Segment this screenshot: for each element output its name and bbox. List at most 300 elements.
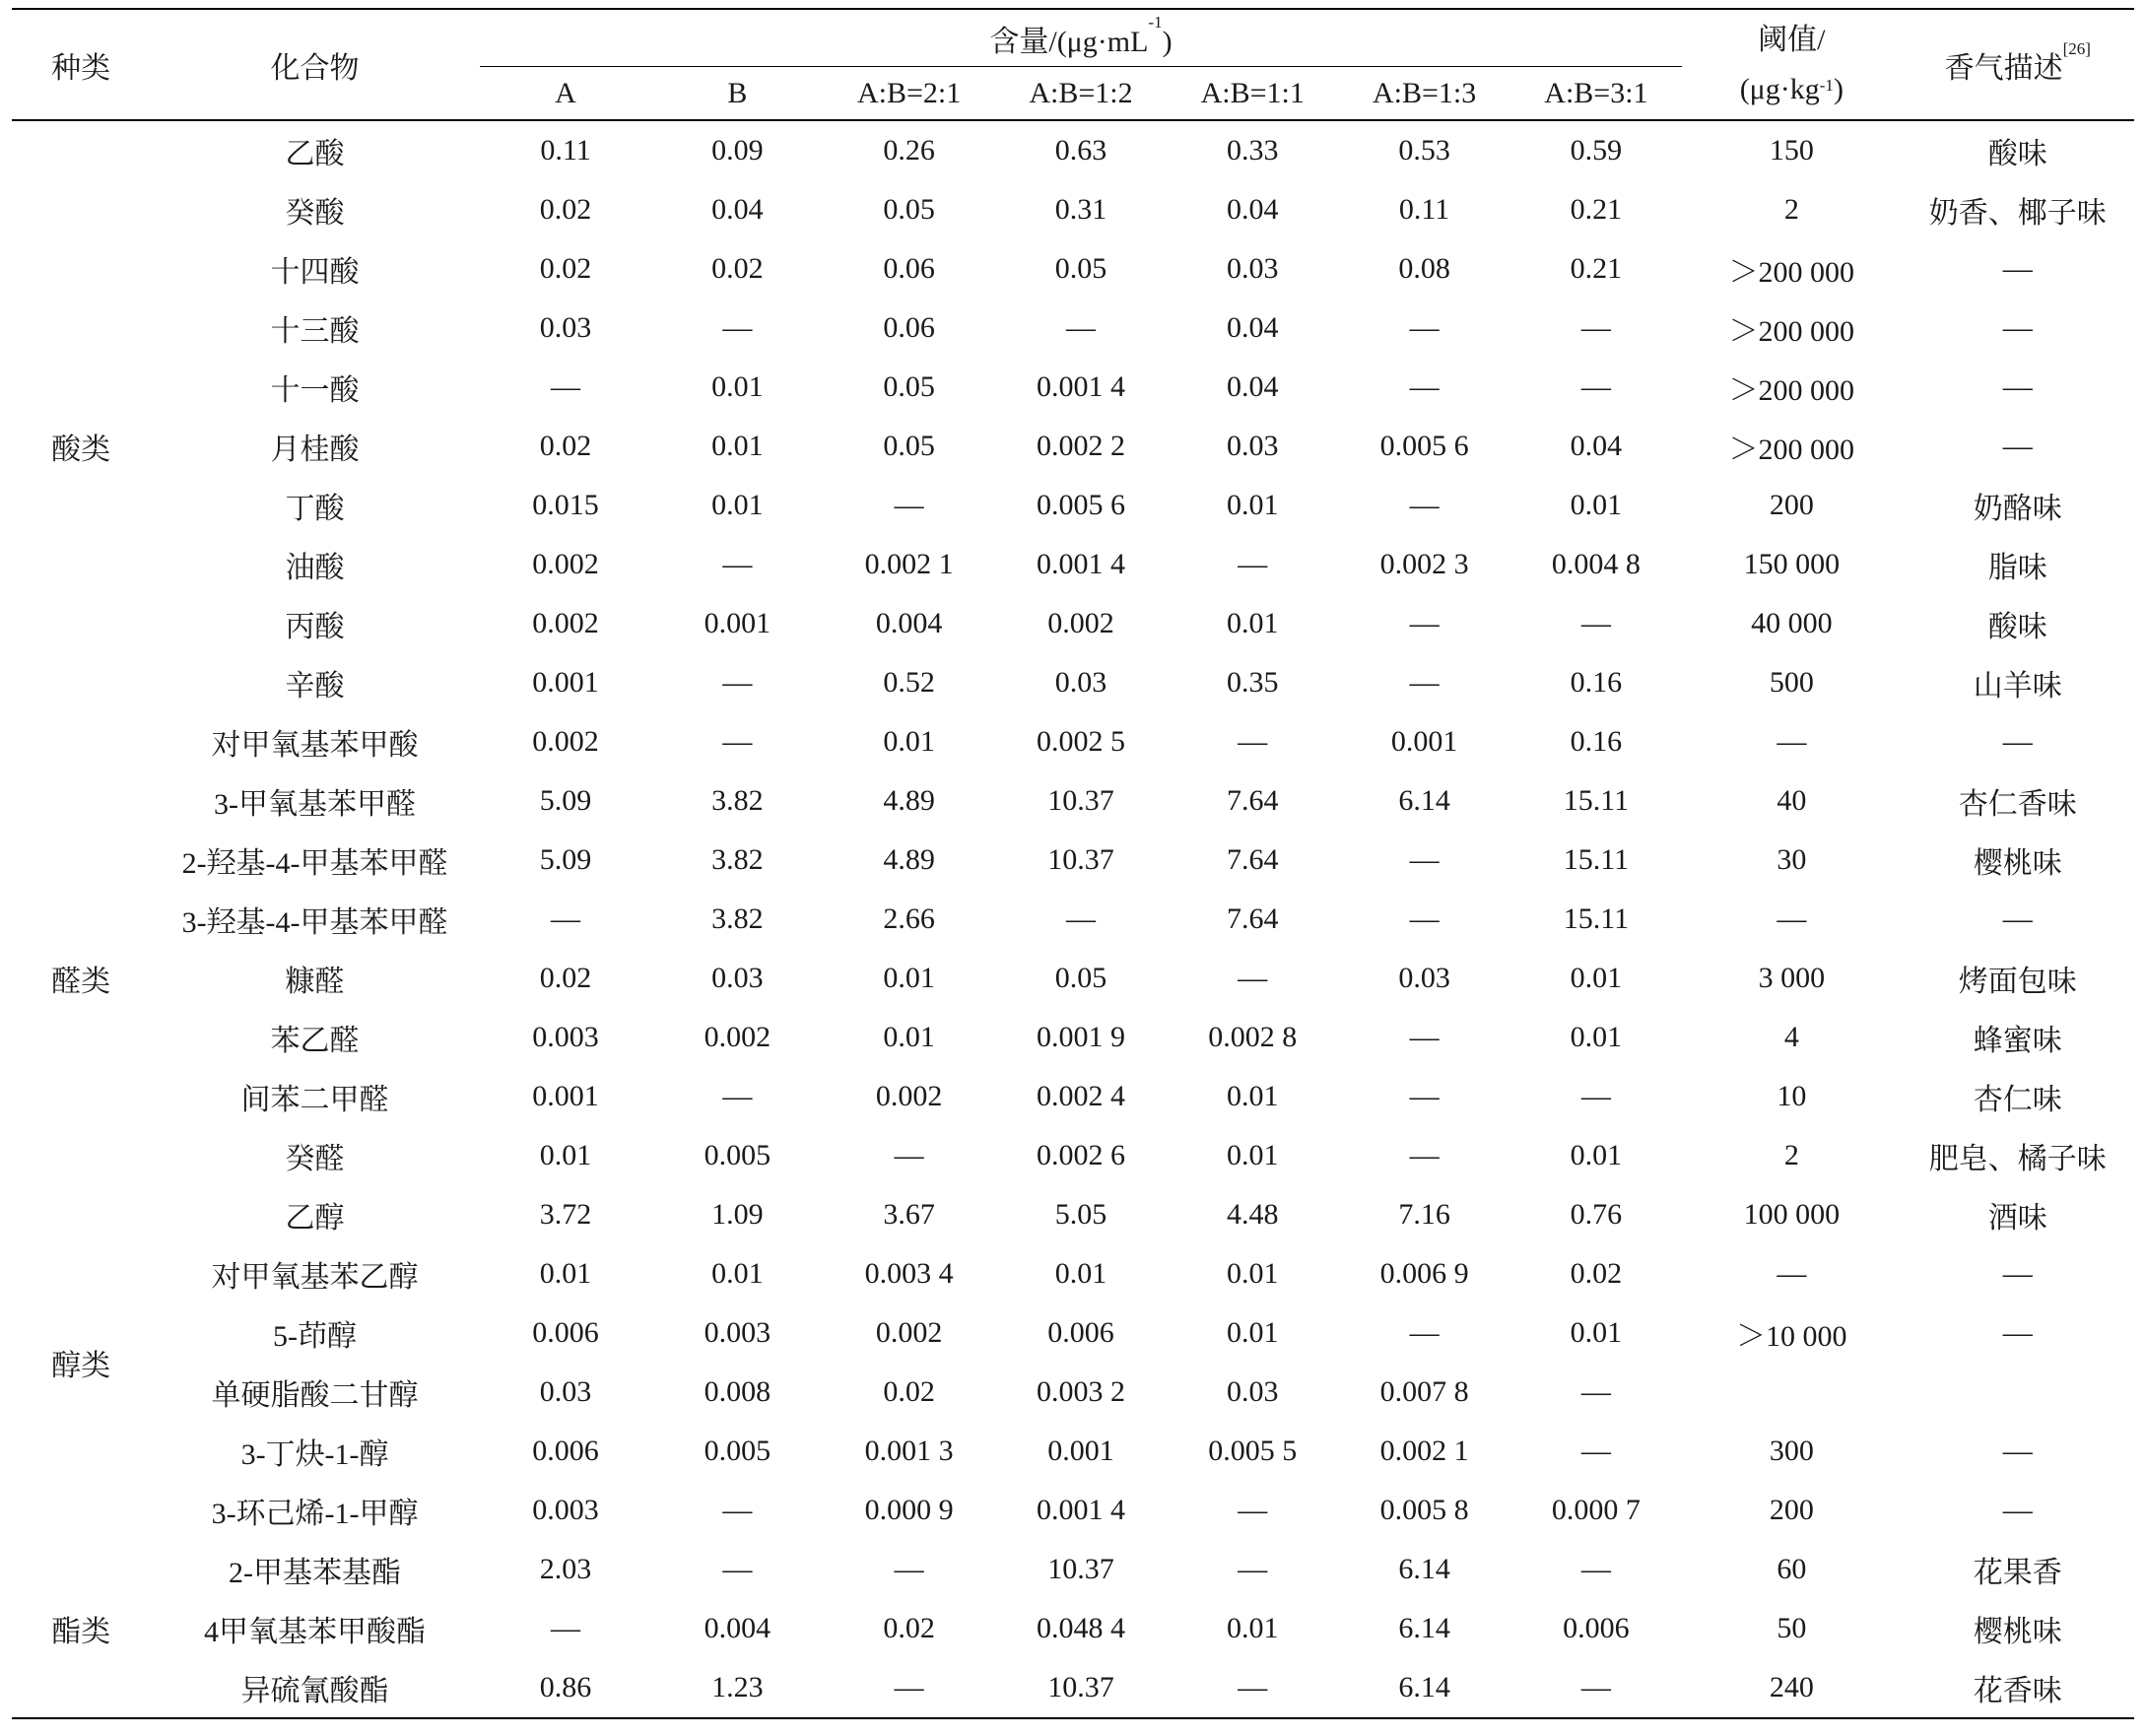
value-cell: 0.01 <box>1227 607 1279 639</box>
odor-cell: 烤面包味 <box>1958 966 2077 998</box>
value-cell: 3.82 <box>711 843 764 876</box>
odor-cell: 酸味 <box>1987 138 2047 170</box>
threshold-cell: 150 000 <box>1743 548 1841 580</box>
value-cell: 0.01 <box>1227 1257 1279 1290</box>
value-cell: — <box>722 725 753 758</box>
value-cell: 0.01 <box>883 962 935 994</box>
value-cell: 0.003 <box>532 1494 599 1526</box>
value-cell: 0.03 <box>1054 666 1107 699</box>
header-odor-text: 香气描述 <box>1944 51 2063 85</box>
table-row <box>12 594 2134 653</box>
value-cell: 0.35 <box>1227 666 1279 699</box>
header-sub-ratio-1-1: A:B=1:1 <box>1200 76 1305 109</box>
threshold-cell: ＞200 000 <box>1728 434 1855 466</box>
value-cell: — <box>894 489 924 521</box>
compound-cell: 油酸 <box>285 552 345 584</box>
odor-cell: — <box>2002 1435 2033 1467</box>
value-cell: 4.89 <box>883 843 935 876</box>
table-row <box>12 180 2134 239</box>
value-cell: 0.03 <box>1227 1375 1279 1408</box>
value-cell: — <box>1238 1494 1268 1526</box>
value-cell: 15.11 <box>1563 843 1630 876</box>
value-cell: 0.59 <box>1570 134 1623 167</box>
odor-cell: — <box>2002 430 2033 462</box>
compound-cell: 4甲氧基苯甲酸酯 <box>204 1616 427 1648</box>
table-row <box>12 1540 2134 1599</box>
odor-cell: 肥皂、橘子味 <box>1928 1143 2107 1175</box>
value-cell: — <box>1065 311 1096 344</box>
header-sub-ratio-1-2: A:B=1:2 <box>1029 76 1133 109</box>
value-cell: 0.16 <box>1570 666 1623 699</box>
compound-cell: 对甲氧基苯乙醇 <box>211 1261 419 1294</box>
threshold-cell: ＞200 000 <box>1728 315 1855 348</box>
value-cell: 10.37 <box>1047 1553 1114 1585</box>
value-cell: — <box>1238 962 1268 994</box>
header-sub-ratio-1-3: A:B=1:3 <box>1372 76 1477 109</box>
threshold-cell: — <box>1777 902 1807 935</box>
value-cell: 0.002 <box>704 1021 771 1053</box>
compound-cell: 癸酸 <box>285 197 345 230</box>
value-cell: 0.01 <box>1570 489 1623 521</box>
value-cell: 0.02 <box>1570 1257 1623 1290</box>
value-cell: — <box>1409 489 1440 521</box>
category-cell: 酸类 <box>51 434 111 466</box>
header-content-close: ) <box>1162 25 1173 58</box>
table-row <box>12 831 2134 890</box>
table-row <box>12 771 2134 831</box>
odor-cell: 杏仁味 <box>1973 1084 2062 1116</box>
value-cell: 0.003 4 <box>864 1257 954 1290</box>
volatile-compounds-table <box>12 8 2134 1719</box>
value-cell: 0.11 <box>1398 193 1450 226</box>
value-cell: 3.82 <box>711 784 764 817</box>
value-cell: 0.01 <box>711 430 764 462</box>
odor-cell: — <box>2002 311 2033 344</box>
value-cell: 0.02 <box>539 962 592 994</box>
table-row <box>12 1067 2134 1126</box>
value-cell: 0.001 3 <box>864 1435 954 1467</box>
value-cell: 0.005 5 <box>1208 1435 1298 1467</box>
header-category: 种类 <box>12 9 150 120</box>
threshold-cell: ＞200 000 <box>1728 374 1855 407</box>
table-row <box>12 535 2134 594</box>
value-cell: 0.02 <box>711 252 764 285</box>
threshold-cell: 200 <box>1769 1494 1814 1526</box>
table-row <box>12 1422 2134 1481</box>
odor-cell: — <box>2002 370 2033 403</box>
value-cell: 0.003 <box>704 1316 771 1349</box>
value-cell: 0.01 <box>1227 1139 1279 1171</box>
value-cell: 0.001 <box>532 1080 599 1112</box>
value-cell: 7.64 <box>1227 843 1279 876</box>
table-row <box>12 239 2134 299</box>
value-cell: 1.23 <box>711 1671 764 1703</box>
value-cell: 0.21 <box>1570 252 1623 285</box>
value-cell: 0.01 <box>1570 962 1623 994</box>
threshold-cell: — <box>1777 725 1807 758</box>
value-cell: — <box>1238 548 1268 580</box>
value-cell: 0.01 <box>539 1257 592 1290</box>
table-row <box>12 1244 2134 1303</box>
threshold-cell <box>1682 1363 1901 1422</box>
table-row <box>12 1185 2134 1244</box>
threshold-cell: 150 <box>1769 134 1814 167</box>
value-cell: — <box>1409 370 1440 403</box>
value-cell: 1.09 <box>711 1198 764 1231</box>
value-cell: 0.03 <box>1398 962 1450 994</box>
value-cell: — <box>894 1671 924 1703</box>
value-cell: 0.006 9 <box>1379 1257 1469 1290</box>
value-cell: — <box>1238 1553 1268 1585</box>
threshold-cell: 4 <box>1783 1021 1799 1053</box>
value-cell: 0.002 <box>875 1080 943 1112</box>
value-cell: 0.004 8 <box>1551 548 1641 580</box>
value-cell: 0.11 <box>540 134 591 167</box>
table-row <box>12 358 2134 417</box>
value-cell: — <box>722 548 753 580</box>
value-cell: — <box>1409 311 1440 344</box>
value-cell: — <box>722 1494 753 1526</box>
value-cell: 0.06 <box>883 252 935 285</box>
threshold-cell: 200 <box>1769 489 1814 521</box>
header-compound: 化合物 <box>150 9 480 120</box>
value-cell: 0.003 <box>532 1021 599 1053</box>
value-cell: 0.002 8 <box>1208 1021 1298 1053</box>
value-cell: 0.02 <box>539 193 592 226</box>
value-cell: 0.53 <box>1398 134 1450 167</box>
value-cell: 0.33 <box>1227 134 1279 167</box>
value-cell: 0.006 <box>1563 1612 1630 1644</box>
compound-cell: 2-羟基-4-甲基苯甲醛 <box>181 847 448 880</box>
threshold-cell: 300 <box>1769 1435 1814 1467</box>
header-threshold-close: ) <box>1833 72 1844 105</box>
category-cell: 醇类 <box>51 1350 111 1382</box>
value-cell: 0.002 <box>875 1316 943 1349</box>
value-cell: 0.06 <box>883 311 935 344</box>
value-cell: 0.16 <box>1570 725 1623 758</box>
table-row <box>12 417 2134 476</box>
value-cell: — <box>1580 370 1611 403</box>
table-row <box>12 712 2134 771</box>
value-cell: 0.002 <box>1047 607 1114 639</box>
table-row <box>12 120 2134 180</box>
header-threshold-line1: 阈值/ <box>1758 23 1826 56</box>
value-cell: 6.14 <box>1398 1553 1450 1585</box>
value-cell: 0.001 <box>704 607 771 639</box>
value-cell: 0.01 <box>711 1257 764 1290</box>
value-cell: — <box>894 1553 924 1585</box>
odor-cell: 奶香、椰子味 <box>1928 197 2107 230</box>
odor-cell: 酒味 <box>1987 1202 2047 1235</box>
value-cell: 0.21 <box>1570 193 1623 226</box>
value-cell: 10.37 <box>1047 1671 1114 1703</box>
value-cell: 0.001 <box>532 666 599 699</box>
value-cell: — <box>1409 666 1440 699</box>
value-cell: 0.003 2 <box>1036 1375 1125 1408</box>
value-cell: 0.006 <box>532 1435 599 1467</box>
threshold-cell: 40 000 <box>1751 607 1833 639</box>
value-cell: 0.03 <box>1227 430 1279 462</box>
header-sub-a: A <box>555 76 576 109</box>
odor-cell: — <box>2002 1316 2033 1349</box>
value-cell: 0.02 <box>883 1375 935 1408</box>
value-cell: 0.63 <box>1054 134 1107 167</box>
value-cell: 0.002 1 <box>1379 1435 1469 1467</box>
threshold-cell: 500 <box>1769 666 1814 699</box>
threshold-cell: ＞200 000 <box>1728 256 1855 289</box>
category-cell: 醛类 <box>51 966 111 998</box>
value-cell: 10.37 <box>1047 784 1114 817</box>
table-row <box>12 1658 2134 1718</box>
compound-cell: 癸醛 <box>285 1143 345 1175</box>
value-cell: 0.000 7 <box>1551 1494 1641 1526</box>
threshold-cell: ＞10 000 <box>1736 1320 1847 1353</box>
value-cell: 0.01 <box>883 1021 935 1053</box>
value-cell: 0.05 <box>883 370 935 403</box>
table-row <box>12 890 2134 949</box>
header-content-text: 含量/(μg·mL <box>989 25 1149 58</box>
value-cell: 5.05 <box>1054 1198 1107 1231</box>
table-row <box>12 1008 2134 1067</box>
value-cell: 0.002 3 <box>1379 548 1469 580</box>
value-cell: 0.03 <box>539 311 592 344</box>
header-odor-ref: [26] <box>2062 38 2091 58</box>
value-cell: 0.03 <box>711 962 764 994</box>
value-cell: 0.001 4 <box>1036 1494 1125 1526</box>
compound-cell: 异硫氰酸酯 <box>240 1675 389 1707</box>
compound-cell: 单硬脂酸二甘醇 <box>211 1379 419 1412</box>
value-cell: 0.002 <box>532 548 599 580</box>
value-cell: 0.04 <box>1227 311 1279 344</box>
value-cell: 7.16 <box>1398 1198 1450 1231</box>
value-cell: 0.02 <box>539 252 592 285</box>
value-cell: — <box>551 370 581 403</box>
value-cell: — <box>551 1612 581 1644</box>
threshold-cell: 30 <box>1777 843 1807 876</box>
value-cell: — <box>1580 1375 1611 1408</box>
value-cell: 0.005 6 <box>1036 489 1125 521</box>
value-cell: 0.01 <box>1570 1139 1623 1171</box>
value-cell: 10.37 <box>1047 843 1114 876</box>
table-row <box>12 299 2134 358</box>
compound-cell: 3-丁炔-1-醇 <box>240 1438 389 1471</box>
compound-cell: 辛酸 <box>285 670 345 702</box>
header-threshold-unit: (μg·kg <box>1739 72 1820 105</box>
compound-cell: 2-甲基苯基酯 <box>229 1557 402 1589</box>
odor-cell: — <box>2002 725 2033 758</box>
value-cell: 0.006 <box>1047 1316 1114 1349</box>
value-cell: — <box>1580 1553 1611 1585</box>
header-sub-ratio-2-1: A:B=2:1 <box>857 76 962 109</box>
compound-cell: 月桂酸 <box>270 434 360 466</box>
threshold-cell: 40 <box>1777 784 1807 817</box>
value-cell: 0.01 <box>1570 1316 1623 1349</box>
compound-cell: 丙酸 <box>285 611 345 643</box>
value-cell: 4.48 <box>1227 1198 1279 1231</box>
value-cell: — <box>722 1553 753 1585</box>
threshold-cell: 10 <box>1777 1080 1807 1112</box>
threshold-cell: 60 <box>1777 1553 1807 1585</box>
value-cell: — <box>1409 607 1440 639</box>
header-odor <box>1902 9 2134 120</box>
compound-cell: 丁酸 <box>285 493 345 525</box>
compound-cell: 十三酸 <box>270 315 360 348</box>
odor-cell: 樱桃味 <box>1973 847 2062 880</box>
odor-cell: — <box>2002 252 2033 285</box>
value-cell: 0.005 8 <box>1379 1494 1469 1526</box>
odor-cell: 花果香 <box>1973 1557 2062 1589</box>
compound-cell: 乙酸 <box>285 138 345 170</box>
compound-cell: 乙醇 <box>285 1202 345 1235</box>
odor-cell: 脂味 <box>1987 552 2047 584</box>
value-cell: 0.002 4 <box>1036 1080 1125 1112</box>
value-cell: 0.02 <box>883 1612 935 1644</box>
value-cell: 5.09 <box>539 843 592 876</box>
value-cell: — <box>1065 902 1096 935</box>
header-sub-b: B <box>727 76 748 109</box>
value-cell: — <box>1580 1080 1611 1112</box>
value-cell: — <box>1409 1139 1440 1171</box>
value-cell: — <box>1238 725 1268 758</box>
value-cell: — <box>1580 607 1611 639</box>
compound-cell: 苯乙醛 <box>270 1025 360 1057</box>
value-cell: — <box>551 902 581 935</box>
value-cell: 0.09 <box>711 134 764 167</box>
value-cell: 0.04 <box>1227 370 1279 403</box>
compound-cell: 十四酸 <box>270 256 360 289</box>
table-row <box>12 476 2134 535</box>
value-cell: 2.66 <box>883 902 935 935</box>
value-cell: 0.000 9 <box>864 1494 954 1526</box>
value-cell: — <box>1580 1671 1611 1703</box>
value-cell: 3.72 <box>539 1198 592 1231</box>
value-cell: 0.01 <box>711 370 764 403</box>
value-cell: 0.01 <box>1570 1021 1623 1053</box>
value-cell: 15.11 <box>1563 902 1630 935</box>
value-cell: 0.006 <box>532 1316 599 1349</box>
compound-cell: 对甲氧基苯甲酸 <box>211 729 419 762</box>
header-sub-ratio-3-1: A:B=3:1 <box>1544 76 1648 109</box>
value-cell: 0.86 <box>539 1671 592 1703</box>
compound-cell: 糠醛 <box>285 966 345 998</box>
header-content <box>480 9 1682 67</box>
value-cell: 0.31 <box>1054 193 1107 226</box>
value-cell: 15.11 <box>1563 784 1630 817</box>
compound-cell: 3-甲氧基苯甲醛 <box>214 788 417 821</box>
threshold-cell: 50 <box>1777 1612 1807 1644</box>
threshold-cell: 100 000 <box>1743 1198 1841 1231</box>
value-cell: 0.001 <box>1047 1435 1114 1467</box>
value-cell: 2.03 <box>539 1553 592 1585</box>
value-cell: 0.005 <box>704 1139 771 1171</box>
value-cell: 0.002 5 <box>1036 725 1125 758</box>
table-header <box>12 9 2134 120</box>
threshold-cell: — <box>1777 1257 1807 1290</box>
value-cell: 0.01 <box>711 489 764 521</box>
value-cell: 0.005 <box>704 1435 771 1467</box>
value-cell: 0.01 <box>1227 1612 1279 1644</box>
value-cell: — <box>1409 1021 1440 1053</box>
value-cell: 0.01 <box>1227 1316 1279 1349</box>
odor-cell: 杏仁香味 <box>1958 788 2077 821</box>
value-cell: 0.007 8 <box>1379 1375 1469 1408</box>
threshold-cell: 3 000 <box>1758 962 1826 994</box>
odor-cell: 蜂蜜味 <box>1973 1025 2062 1057</box>
value-cell: 0.76 <box>1570 1198 1623 1231</box>
compound-cell: 5-茚醇 <box>273 1320 358 1353</box>
value-cell: 0.002 2 <box>1036 430 1125 462</box>
value-cell: 0.26 <box>883 134 935 167</box>
odor-cell: 山羊味 <box>1973 670 2062 702</box>
value-cell: 0.04 <box>711 193 764 226</box>
table-row <box>12 1126 2134 1185</box>
value-cell: 6.14 <box>1398 1671 1450 1703</box>
value-cell: 3.67 <box>883 1198 935 1231</box>
value-cell: 0.004 <box>704 1612 771 1644</box>
compound-cell: 十一酸 <box>270 374 360 407</box>
value-cell: 0.005 6 <box>1379 430 1469 462</box>
value-cell: 0.01 <box>1054 1257 1107 1290</box>
value-cell: 0.008 <box>704 1375 771 1408</box>
value-cell: 0.002 1 <box>864 548 954 580</box>
compound-cell: 间苯二甲醛 <box>240 1084 389 1116</box>
value-cell: 6.14 <box>1398 1612 1450 1644</box>
header-threshold <box>1682 9 1901 120</box>
table-row <box>12 949 2134 1008</box>
odor-cell: 酸味 <box>1987 611 2047 643</box>
header-threshold-sup: -1 <box>1819 75 1834 95</box>
value-cell: 7.64 <box>1227 784 1279 817</box>
value-cell: — <box>1238 1671 1268 1703</box>
odor-cell: — <box>2002 1257 2033 1290</box>
value-cell: 0.004 <box>875 607 943 639</box>
value-cell: 0.002 <box>532 725 599 758</box>
value-cell: 0.01 <box>883 725 935 758</box>
value-cell: 0.001 4 <box>1036 370 1125 403</box>
threshold-cell: 2 <box>1783 193 1799 226</box>
table-row <box>12 653 2134 712</box>
odor-cell: — <box>2002 1494 2033 1526</box>
odor-cell: — <box>2002 902 2033 935</box>
value-cell: — <box>1580 1435 1611 1467</box>
value-cell: — <box>722 311 753 344</box>
value-cell: 0.03 <box>1227 252 1279 285</box>
value-cell: 0.03 <box>539 1375 592 1408</box>
value-cell: 0.05 <box>1054 252 1107 285</box>
compound-cell: 3-羟基-4-甲基苯甲醛 <box>181 906 448 939</box>
value-cell: 0.002 6 <box>1036 1139 1125 1171</box>
odor-cell <box>1902 1363 2134 1422</box>
value-cell: 0.04 <box>1227 193 1279 226</box>
value-cell: 0.05 <box>883 193 935 226</box>
value-cell: 0.04 <box>1570 430 1623 462</box>
table-body <box>12 120 2134 1718</box>
compound-cell: 3-环己烯-1-甲醇 <box>211 1498 419 1530</box>
value-cell: 0.02 <box>539 430 592 462</box>
table-row <box>12 1303 2134 1363</box>
threshold-cell: 2 <box>1783 1139 1799 1171</box>
value-cell: — <box>1409 843 1440 876</box>
value-cell: — <box>1409 1080 1440 1112</box>
category-cell: 酯类 <box>12 1540 150 1718</box>
header-content-sup: -1 <box>1148 12 1163 32</box>
value-cell: 0.08 <box>1398 252 1450 285</box>
value-cell: — <box>1580 311 1611 344</box>
odor-cell: 奶酪味 <box>1973 493 2062 525</box>
value-cell: — <box>722 1080 753 1112</box>
value-cell: 7.64 <box>1227 902 1279 935</box>
value-cell: 0.05 <box>1054 962 1107 994</box>
